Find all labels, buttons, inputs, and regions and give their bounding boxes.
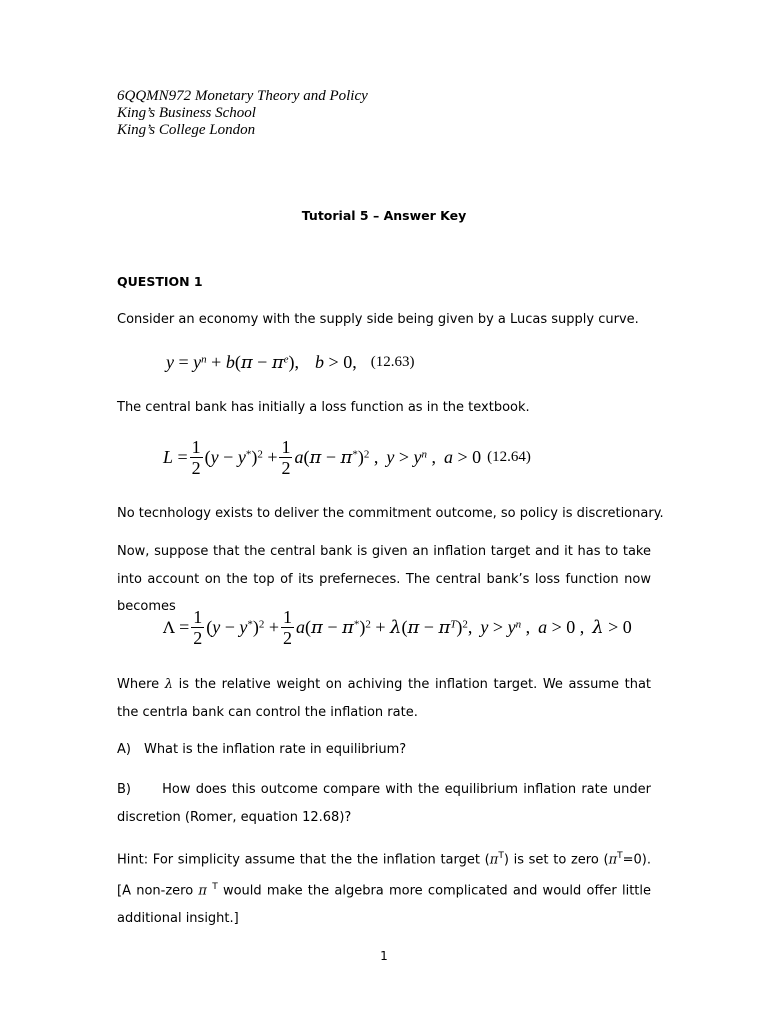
equation-number: (12.63) bbox=[370, 354, 415, 370]
where-text-end: is the relative weight on achiving the inflation target. We assume that the centrla bank can control the inflation rate. bbox=[117, 677, 652, 720]
equation-loss-function: L = $\frac{1}{2}$ $(y - y^*)^2$ + $\frac{1}{2}$ $a(\pi - \pi^*)^2$ , $y > y^n$ , a > 0 (12.64) bbox=[163, 437, 531, 478]
loss-intro-text: The central bank has initially a loss function as in the textbook. bbox=[117, 400, 530, 415]
hint-part-4: would make the algebra more complicated and would offer little additional insight.] bbox=[117, 883, 652, 926]
equation-lucas-supply: $y = y^n + b(\pi - \pi^e)$, b > 0, (12.63) bbox=[166, 352, 415, 373]
equation-number: (12.64) bbox=[487, 449, 531, 465]
inflation-target-paragraph: Now, suppose that the central bank is given an inflation target and it has to take into account on the top of its preferneces. The central bank’s loss function now becomes bbox=[117, 544, 651, 614]
pi-target-symbol: π bbox=[198, 883, 207, 899]
question-a-label: A) bbox=[117, 742, 131, 757]
hint-paragraph: Hint: For simplicity assume that the the inflation target $(\pi^T)$ is set to zero $(\pi^T=0)$. [A non-zero π $^T$ would make the algebra more complicated and would offer little additional insight.] bbox=[117, 851, 652, 926]
question-a bbox=[117, 742, 406, 757]
question-b: B) How does this outcome compare with the equilibrium inflation rate under discretion (Romer, equation 12.68)? bbox=[117, 782, 651, 825]
discretion-text: No tecnhology exists to deliver the commitment outcome, so policy is discretionary. bbox=[117, 506, 664, 521]
page-number: 1 bbox=[380, 949, 388, 963]
equation-new-loss-function: Λ = $\frac{1}{2}$ $(y - y^*)^2$ + $\frac{1}{2}$ $a(\pi - \pi^*)^2 + \lambda(\pi - \pi^T)^2$, $y > y^n$ , a > 0 , λ > 0 bbox=[163, 607, 632, 648]
intro-text: Consider an economy with the supply side being given by a Lucas supply curve. bbox=[117, 312, 639, 327]
school-name: King’s Business School bbox=[117, 105, 256, 121]
course-title: 6QQMN972 Monetary Theory and Policy bbox=[117, 88, 368, 104]
where-text-start: Where bbox=[117, 677, 165, 692]
document-title: Tutorial 5 – Answer Key bbox=[301, 208, 467, 223]
hint-part-3: =0). [A non-zero bbox=[117, 852, 652, 899]
hint-part-2: ) is set to zero ( bbox=[503, 852, 609, 868]
pi-target-symbol: π bbox=[608, 852, 618, 868]
college-name: King’s College London bbox=[117, 122, 256, 138]
pi-target-symbol: π bbox=[489, 852, 499, 868]
question-a-text: What is the inflation rate in equilibrium? bbox=[143, 742, 407, 757]
lambda-definition-paragraph bbox=[117, 671, 651, 726]
hint-part-1: Hint: For simplicity assume that the the inflation target ( bbox=[117, 852, 490, 868]
question-heading: QUESTION 1 bbox=[117, 274, 203, 289]
lambda-symbol: λ bbox=[164, 677, 174, 692]
